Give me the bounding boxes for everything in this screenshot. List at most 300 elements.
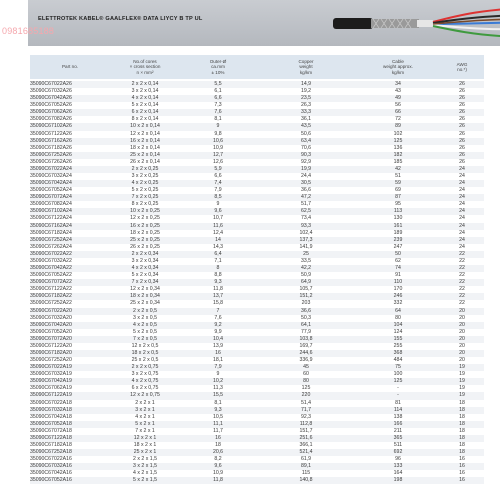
cell-cable-weight: 198 <box>393 477 403 484</box>
table-row <box>30 300 484 307</box>
cell-awg: 24 <box>459 201 465 208</box>
table-row <box>30 102 484 109</box>
cell-copper-weight: 521,4 <box>299 449 313 456</box>
cell-awg: 20 <box>459 357 465 364</box>
cell-part-no: 35090C67082A24 <box>30 201 72 208</box>
cell-outer-diameter: 5,9 <box>214 165 222 172</box>
cell-cable-weight: 34 <box>395 81 401 87</box>
cell-cable-weight: 189 <box>393 229 403 236</box>
cell-cores: 5 x 2 x 0,34 <box>131 272 159 279</box>
cell-copper-weight: 90,3 <box>300 151 312 158</box>
cell-awg: 22 <box>459 293 465 300</box>
cell-cable-weight: 64 <box>395 307 401 314</box>
cell-outer-diameter: 20,6 <box>212 449 224 456</box>
cell-cable-weight: 95 <box>395 201 401 208</box>
header-outer-diameter: Outer-Ø ca.mm ± 10% <box>209 59 227 75</box>
cell-part-no: 35090C67162A24 <box>30 222 72 229</box>
table-row <box>30 400 484 407</box>
cell-outer-diameter: 7,9 <box>214 187 222 194</box>
cell-awg: 24 <box>459 236 465 243</box>
cell-cable-weight: 211 <box>393 427 403 434</box>
cell-outer-diameter: 8,5 <box>214 194 222 201</box>
cell-outer-diameter: 9,2 <box>214 321 222 328</box>
cell-cores: 25 x 2 x 0,14 <box>130 151 160 158</box>
cell-cable-weight: 164 <box>393 470 403 477</box>
cell-outer-diameter: 14,3 <box>212 243 224 250</box>
cell-cores: 16 x 2 x 0,25 <box>130 222 160 229</box>
cell-awg: 26 <box>459 109 465 116</box>
cell-awg: 26 <box>459 158 465 165</box>
table-row <box>30 173 484 180</box>
table-row <box>30 272 484 279</box>
cell-cable-weight: 42 <box>395 165 401 172</box>
cell-outer-diameter: 10,4 <box>212 335 224 342</box>
cell-copper-weight: 63,4 <box>300 137 312 144</box>
cell-outer-diameter: 7,4 <box>214 180 222 187</box>
cell-awg: 24 <box>459 194 465 201</box>
cell-outer-diameter: 10,6 <box>212 137 224 144</box>
cell-cores: 12 x 2 x 0,25 <box>130 215 160 222</box>
cell-part-no: 35090C67252A20 <box>30 357 72 364</box>
cell-awg: 24 <box>459 180 465 187</box>
cell-cable-weight: 124 <box>393 328 403 335</box>
cell-cores: 2 x 2 x 1 <box>135 399 155 406</box>
cell-outer-diameter: 15,5 <box>212 392 224 399</box>
cell-part-no: 35090C67262A24 <box>30 243 72 250</box>
cell-copper-weight: 220 <box>301 392 311 399</box>
cell-awg: 18 <box>459 449 465 456</box>
watermark-phone: 0981685188 <box>2 26 55 36</box>
cell-awg: 18 <box>459 413 465 420</box>
cell-cable-weight: 166 <box>393 420 403 427</box>
cell-part-no: 35090C67122A20 <box>30 342 72 349</box>
cell-cable-weight: 51 <box>395 173 401 180</box>
cell-copper-weight: 33,5 <box>300 257 312 264</box>
cell-cores: 4 x 2 x 0,34 <box>131 265 159 272</box>
table-row <box>30 477 484 484</box>
cell-copper-weight: 19,9 <box>300 165 312 172</box>
cell-awg: 16 <box>459 463 465 470</box>
cell-copper-weight: 77,9 <box>300 328 312 335</box>
cell-outer-diameter: 7,6 <box>214 109 222 116</box>
cell-copper-weight: 366,1 <box>299 441 313 448</box>
table-row <box>30 244 484 251</box>
cell-cable-weight: 72 <box>395 116 401 123</box>
cell-part-no: 35090C67122A18 <box>30 434 72 441</box>
cell-cable-weight: 138 <box>393 413 403 420</box>
cell-outer-diameter: 15,8 <box>212 300 224 307</box>
cell-awg: 26 <box>459 144 465 151</box>
cell-cores: 3 x 2 x 0,14 <box>131 88 159 95</box>
cell-copper-weight: 24,4 <box>300 173 312 180</box>
cell-awg: 22 <box>459 272 465 279</box>
cell-cable-weight: - <box>397 392 399 399</box>
cell-outer-diameter: 13,7 <box>212 293 224 300</box>
cell-copper-weight: 50,3 <box>300 314 312 321</box>
cell-outer-diameter: 10,9 <box>212 470 224 477</box>
cell-copper-weight: 151,2 <box>299 293 313 300</box>
cell-cable-weight: 56 <box>395 102 401 109</box>
cell-copper-weight: 89,1 <box>300 463 312 470</box>
cell-copper-weight: 73,4 <box>300 215 312 222</box>
cell-cores: 2 x 2 x 1,5 <box>133 456 157 463</box>
cell-copper-weight: 105,7 <box>299 286 313 293</box>
cell-awg: 19 <box>459 392 465 399</box>
cell-copper-weight: 102,4 <box>299 229 313 236</box>
cell-part-no: 35090C67072A24 <box>30 194 72 201</box>
cell-copper-weight: 92,9 <box>300 158 312 165</box>
table-row <box>30 194 484 201</box>
cell-cores: 18 x 2 x 0,14 <box>130 144 160 151</box>
cell-part-no: 35090C67252A26 <box>30 151 72 158</box>
cell-copper-weight: 30,5 <box>300 180 312 187</box>
cell-copper-weight: 50,6 <box>300 130 312 137</box>
cell-cores: 12 x 2 x 0,5 <box>131 342 159 349</box>
cell-cable-weight: 81 <box>395 399 401 406</box>
cell-cable-weight: 239 <box>393 236 403 243</box>
cell-outer-diameter: 9,3 <box>214 406 222 413</box>
cell-copper-weight: 93,3 <box>300 222 312 229</box>
cell-cores: 7 x 2 x 1 <box>135 427 155 434</box>
cell-part-no: 35090C67022A26 <box>30 81 72 87</box>
header-part-no: Part no. <box>61 64 79 70</box>
cell-awg: 24 <box>459 243 465 250</box>
cell-copper-weight: 62,5 <box>300 208 312 215</box>
cell-awg: 22 <box>459 250 465 257</box>
cell-outer-diameter: 8,1 <box>214 116 222 123</box>
cell-copper-weight: 141,9 <box>299 243 313 250</box>
cell-cores: 12 x 2 x 0,75 <box>130 392 160 399</box>
cell-awg: 20 <box>459 328 465 335</box>
cell-cable-weight: 110 <box>393 279 403 286</box>
cell-part-no: 35090C67042A16 <box>30 470 72 477</box>
cell-cable-weight: 59 <box>395 180 401 187</box>
cell-cores: 5 x 2 x 1 <box>135 420 155 427</box>
cell-cable-weight: 50 <box>395 250 401 257</box>
cell-cable-weight: 89 <box>395 123 401 130</box>
cell-awg: 18 <box>459 399 465 406</box>
cell-copper-weight: 19,2 <box>300 88 312 95</box>
cell-part-no: 35090C67062A26 <box>30 109 72 116</box>
cell-awg: 20 <box>459 321 465 328</box>
cell-cable-weight: 246 <box>393 293 403 300</box>
cell-cores: 3 x 2 x 0,5 <box>133 314 157 321</box>
cell-copper-weight: 45 <box>303 364 309 371</box>
cell-outer-diameter: 9,6 <box>214 208 222 215</box>
cell-cable-weight: 133 <box>393 463 403 470</box>
cell-cable-weight: 368 <box>393 349 403 356</box>
cell-part-no: 35090C67022A22 <box>30 250 72 257</box>
cell-outer-diameter: 18,1 <box>212 357 224 364</box>
cell-outer-diameter: 11,8 <box>213 286 223 293</box>
cell-outer-diameter: 7,6 <box>214 314 222 321</box>
cell-part-no: 35090C67102A26 <box>30 123 72 130</box>
cell-cable-weight: 87 <box>395 194 401 201</box>
cell-awg: 19 <box>459 364 465 371</box>
cell-cable-weight: 484 <box>393 357 403 364</box>
cell-cores: 12 x 2 x 0,14 <box>130 130 160 137</box>
cell-copper-weight: 36,6 <box>300 187 312 194</box>
cell-cores: 6 x 2 x 0,75 <box>131 385 159 392</box>
cell-part-no: 35090C67052A18 <box>30 420 72 427</box>
table-row <box>30 293 484 300</box>
cell-part-no: 35090C67252A18 <box>30 449 72 456</box>
cell-copper-weight: 25 <box>303 250 309 257</box>
table-header <box>30 55 484 79</box>
cell-copper-weight: 61,9 <box>300 456 312 463</box>
cell-cores: 5 x 2 x 1,5 <box>133 477 157 484</box>
cell-copper-weight: 336,9 <box>299 357 313 364</box>
cell-copper-weight: 42,2 <box>300 265 312 272</box>
cell-copper-weight: 103,8 <box>299 335 313 342</box>
table-row <box>30 145 484 152</box>
cell-outer-diameter: 16 <box>215 349 221 356</box>
cell-outer-diameter: 11,1 <box>213 420 223 427</box>
cell-part-no: 35090C67042A19 <box>30 378 72 385</box>
table-row <box>30 385 484 392</box>
cell-part-no: 35090C67022A20 <box>30 307 72 314</box>
cell-part-no: 35090C67022A24 <box>30 165 72 172</box>
cell-copper-weight: 71,7 <box>300 406 312 413</box>
cell-cores: 3 x 2 x 0,34 <box>131 257 159 264</box>
cell-part-no: 35090C67062A19 <box>30 385 72 392</box>
cell-part-no: 35090C67052A20 <box>30 328 72 335</box>
cell-awg: 16 <box>459 477 465 484</box>
cell-outer-diameter: 9 <box>216 201 220 208</box>
cell-cores: 4 x 2 x 1,5 <box>133 470 157 477</box>
cell-part-no: 35090C67032A26 <box>30 88 72 95</box>
table-row <box>30 187 484 194</box>
cell-outer-diameter: 6,1 <box>214 88 222 95</box>
table-row <box>30 378 484 385</box>
cell-cable-weight: 102 <box>393 130 403 137</box>
cell-outer-diameter: 16 <box>215 434 221 441</box>
header-cable-weight: Cable weight approx. kg/km <box>383 59 413 75</box>
cell-cable-weight: 692 <box>393 449 403 456</box>
cell-copper-weight: 244,6 <box>299 349 313 356</box>
cell-copper-weight: 36,1 <box>300 116 312 123</box>
cell-cores: 3 x 2 x 0,75 <box>131 371 159 378</box>
cell-cable-weight: 365 <box>393 434 403 441</box>
table-row <box>30 138 484 145</box>
cell-outer-diameter: 12,7 <box>212 151 224 158</box>
cell-cores: 25 x 2 x 0,25 <box>130 236 160 243</box>
cell-cores: 12 x 2 x 1 <box>133 434 157 441</box>
cell-part-no: 35090C67032A16 <box>30 463 72 470</box>
cell-cores: 5 x 2 x 0,14 <box>131 102 159 109</box>
table-row <box>30 201 484 208</box>
cell-cores: 25 x 2 x 1 <box>133 449 157 456</box>
table-row <box>30 258 484 265</box>
cell-outer-diameter: 8 <box>216 265 220 272</box>
cell-cores: 12 x 2 x 0,34 <box>130 286 160 293</box>
cell-part-no: 35090C67182A22 <box>30 293 72 300</box>
cell-outer-diameter: 10,2 <box>212 378 224 385</box>
cell-copper-weight: 203 <box>301 300 311 307</box>
cell-part-no: 35090C67032A22 <box>30 257 72 264</box>
cell-cores: 7 x 2 x 0,25 <box>131 194 159 201</box>
cell-outer-diameter: 10,5 <box>212 413 224 420</box>
cell-outer-diameter: 10,9 <box>212 144 224 151</box>
cell-cores: 2 x 2 x 0,75 <box>131 364 159 371</box>
table-row <box>30 208 484 215</box>
cell-copper-weight: 112,8 <box>299 420 313 427</box>
cell-part-no: 35090C67032A18 <box>30 406 72 413</box>
table-row <box>30 109 484 116</box>
cell-cable-weight: 155 <box>393 335 403 342</box>
cell-cores: 2 x 2 x 0,34 <box>131 250 159 257</box>
cell-awg: 22 <box>459 300 465 307</box>
cell-cores: 5 x 2 x 0,25 <box>131 187 159 194</box>
cell-copper-weight: 137,3 <box>299 236 313 243</box>
cell-awg: 24 <box>459 222 465 229</box>
cell-awg: 18 <box>459 434 465 441</box>
cell-copper-weight: 14,9 <box>300 81 312 87</box>
cell-cable-weight: 332 <box>393 300 403 307</box>
cell-cores: 2 x 2 x 0,5 <box>133 307 157 314</box>
cell-awg: 26 <box>459 130 465 137</box>
cell-copper-weight: 36,6 <box>300 307 312 314</box>
cell-copper-weight: 51,7 <box>300 201 312 208</box>
cell-awg: 19 <box>459 371 465 378</box>
cell-outer-diameter: 13,9 <box>212 342 224 349</box>
cell-outer-diameter: 8,8 <box>214 272 222 279</box>
cell-awg: 24 <box>459 187 465 194</box>
table-row <box>30 435 484 442</box>
cell-outer-diameter: 6,6 <box>214 173 222 180</box>
spec-table-body <box>30 81 484 484</box>
cell-awg: 20 <box>459 307 465 314</box>
cell-part-no: 35090C67122A22 <box>30 286 72 293</box>
product-banner <box>28 0 500 46</box>
cell-cable-weight: 511 <box>393 441 403 448</box>
cell-part-no: 35090C67052A24 <box>30 187 72 194</box>
cell-part-no: 35090C67022A16 <box>30 456 72 463</box>
cell-cable-weight: 125 <box>393 378 403 385</box>
cell-outer-diameter: 5,5 <box>214 81 222 87</box>
cell-outer-diameter: 9 <box>216 371 220 378</box>
cell-cores: 3 x 2 x 0,25 <box>131 173 159 180</box>
cell-cores: 26 x 2 x 0,25 <box>130 243 160 250</box>
cell-awg: 26 <box>459 151 465 158</box>
table-row <box>30 223 484 230</box>
table-row <box>30 336 484 343</box>
cell-outer-diameter: 12,4 <box>212 229 224 236</box>
table-row <box>30 159 484 166</box>
cell-part-no: 35090C67182A24 <box>30 229 72 236</box>
table-row <box>30 152 484 159</box>
cell-part-no: 35090C67072A22 <box>30 279 72 286</box>
cell-cable-weight: 74 <box>395 265 401 272</box>
cell-part-no: 35090C67052A16 <box>30 477 72 484</box>
cell-copper-weight: 115 <box>301 470 311 477</box>
cell-part-no: 35090C67042A22 <box>30 265 72 272</box>
cell-cable-weight: 114 <box>393 406 403 413</box>
cell-cores: 7 x 2 x 0,34 <box>131 279 159 286</box>
cell-copper-weight: 80 <box>303 378 309 385</box>
cell-cable-weight: 247 <box>393 243 403 250</box>
cell-cores: 26 x 2 x 0,14 <box>130 158 160 165</box>
cell-copper-weight: 43,5 <box>300 123 312 130</box>
cell-cores: 8 x 2 x 0,14 <box>131 116 159 123</box>
cell-copper-weight: 23,5 <box>300 95 312 102</box>
cell-cores: 18 x 2 x 0,5 <box>131 349 159 356</box>
table-row <box>30 131 484 138</box>
cell-part-no: 35090C67022A19 <box>30 364 72 371</box>
table-row <box>30 180 484 187</box>
cell-awg: 20 <box>459 349 465 356</box>
cell-outer-diameter: 7 <box>216 307 220 314</box>
cell-awg: 16 <box>459 456 465 463</box>
cell-awg: 26 <box>459 95 465 102</box>
cell-copper-weight: 33,3 <box>300 109 312 116</box>
table-row <box>30 428 484 435</box>
table-row <box>30 392 484 399</box>
cell-cable-weight: 62 <box>395 257 401 264</box>
cell-copper-weight: 50,9 <box>300 272 312 279</box>
table-row <box>30 456 484 463</box>
table-row <box>30 350 484 357</box>
cell-part-no: 35090C67042A26 <box>30 95 72 102</box>
table-row <box>30 343 484 350</box>
cell-copper-weight: 47,2 <box>300 194 312 201</box>
cell-awg: 24 <box>459 173 465 180</box>
cell-part-no: 35090C67032A20 <box>30 314 72 321</box>
cell-awg: 24 <box>459 165 465 172</box>
table-row <box>30 322 484 329</box>
cell-cable-weight: 96 <box>395 456 401 463</box>
cell-outer-diameter: 11,6 <box>213 222 223 229</box>
cell-cable-weight: 43 <box>395 88 401 95</box>
cell-cores: 3 x 2 x 1 <box>135 406 155 413</box>
cell-cores: 2 x 2 x 0,25 <box>131 165 159 172</box>
table-row <box>30 116 484 123</box>
cell-awg: 26 <box>459 137 465 144</box>
cell-outer-diameter: 14 <box>215 236 221 243</box>
table-row <box>30 371 484 378</box>
table-row <box>30 265 484 272</box>
cell-part-no: 35090C67122A24 <box>30 215 72 222</box>
cell-part-no: 35090C67052A22 <box>30 272 72 279</box>
cell-part-no: 35090C67162A26 <box>30 137 72 144</box>
header-cores: No.of cores × cross section n × mm² <box>129 59 161 75</box>
cell-outer-diameter: 18 <box>215 441 221 448</box>
cell-outer-diameter: 7,3 <box>214 102 222 109</box>
table-row <box>30 449 484 456</box>
header-awg: AWG no.*) <box>456 61 468 72</box>
cell-cable-weight: 91 <box>395 272 401 279</box>
cell-cores: 3 x 2 x 1,5 <box>133 463 157 470</box>
cell-awg: 18 <box>459 420 465 427</box>
cell-cable-weight: 100 <box>393 371 403 378</box>
cell-part-no: 35090C67122A19 <box>30 392 72 399</box>
table-row <box>30 166 484 173</box>
cell-part-no: 35090C67032A19 <box>30 371 72 378</box>
cell-part-no: 35090C67072A18 <box>30 427 72 434</box>
cell-cable-weight: 75 <box>395 364 401 371</box>
cell-awg: 20 <box>459 314 465 321</box>
product-title: ELETTROTEK KABEL® GAALFLEX® DATA LIYCY B TP UL <box>38 16 203 22</box>
cell-outer-diameter: 6,6 <box>214 95 222 102</box>
cell-outer-diameter: 9,8 <box>214 130 222 137</box>
table-row <box>30 123 484 130</box>
cell-copper-weight: 70,6 <box>300 144 312 151</box>
cell-cores: 16 x 2 x 0,14 <box>130 137 160 144</box>
cell-part-no: 35090C67042A24 <box>30 180 72 187</box>
cell-part-no: 35090C67122A26 <box>30 130 72 137</box>
cell-cores: 6 x 2 x 0,14 <box>131 109 159 116</box>
cell-copper-weight: 64,1 <box>300 321 312 328</box>
